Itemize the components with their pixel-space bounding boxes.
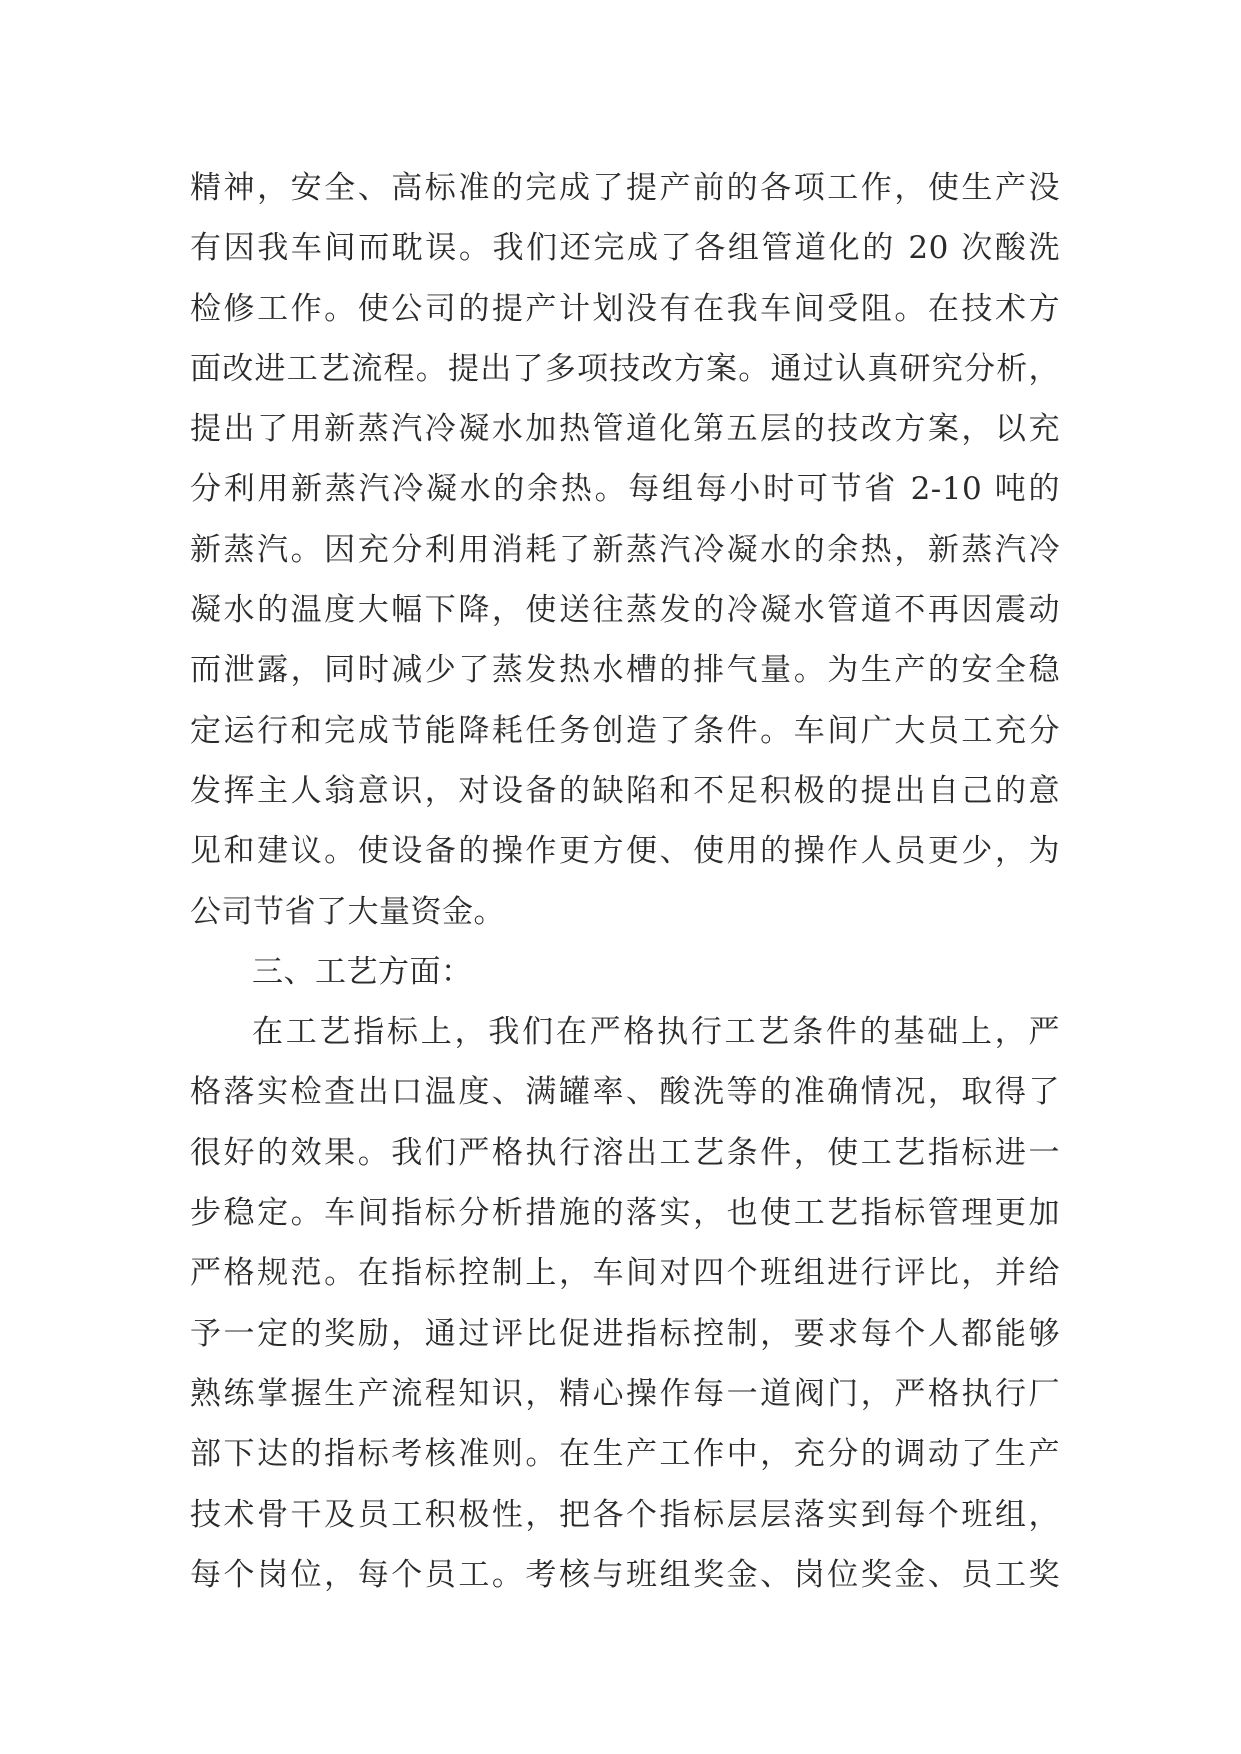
text-line: 严格规范。在指标控制上，车间对四个班组进行评比，并给: [190, 1255, 1060, 1292]
text-line: 予一定的奖励，通过评比促进指标控制，要求每个人都能够: [190, 1315, 1060, 1352]
document-body: [190, 158, 1060, 1605]
text-line: 熟练掌握生产流程知识，精心操作每一道阀门，严格执行厂: [190, 1375, 1060, 1412]
text-line: 发挥主人翁意识，对设备的缺陷和不足积极的提出自己的意: [190, 772, 1060, 809]
text-line: 而泄露，同时减少了蒸发热水槽的排气量。为生产的安全稳: [190, 652, 1060, 689]
text-line: 分利用新蒸汽冷凝水的余热。每组每小时可节省 2-10 吨的: [190, 471, 1060, 508]
text-line: 提出了用新蒸汽冷凝水加热管道化第五层的技改方案，以充: [190, 411, 1060, 448]
text-line: 每个岗位，每个员工。考核与班组奖金、岗位奖金、员工奖: [190, 1556, 1060, 1593]
text-line: 部下达的指标考核准则。在生产工作中，充分的调动了生产: [190, 1436, 1060, 1473]
text-line: 面改进工艺流程。提出了多项技改方案。通过认真研究分析，: [190, 350, 1060, 387]
paragraph-2: [190, 1002, 1060, 1605]
text-line: 定运行和完成节能降耗任务创造了条件。车间广大员工充分: [190, 712, 1060, 749]
paragraph-1: [190, 158, 1060, 942]
section-heading: 三、工艺方面：: [252, 953, 473, 990]
text-line: 凝水的温度大幅下降，使送往蒸发的冷凝水管道不再因震动: [190, 592, 1060, 629]
text-line: 公司节省了大量资金。: [190, 893, 505, 930]
text-line: 格落实检查出口温度、满罐率、酸洗等的准确情况，取得了: [190, 1074, 1060, 1111]
text-line: 检修工作。使公司的提产计划没有在我车间受阻。在技术方: [190, 290, 1060, 327]
text-line: 技术骨干及员工积极性，把各个指标层层落实到每个班组，: [190, 1496, 1060, 1533]
text-line: 步稳定。车间指标分析措施的落实，也使工艺指标管理更加: [190, 1195, 1060, 1232]
text-line: 精神，安全、高标准的完成了提产前的各项工作，使生产没: [190, 170, 1060, 206]
text-line: 有因我车间而耽误。我们还完成了各组管道化的 20 次酸洗: [190, 230, 1060, 267]
text-line: 新蒸汽。因充分利用消耗了新蒸汽冷凝水的余热，新蒸汽冷: [190, 531, 1060, 568]
text-line: 很好的效果。我们严格执行溶出工艺条件，使工艺指标进一: [190, 1134, 1060, 1171]
text-line: 在工艺指标上，我们在严格执行工艺条件的基础上，严: [252, 1014, 1060, 1051]
text-line: 见和建议。使设备的操作更方便、使用的操作人员更少，为: [190, 833, 1060, 870]
